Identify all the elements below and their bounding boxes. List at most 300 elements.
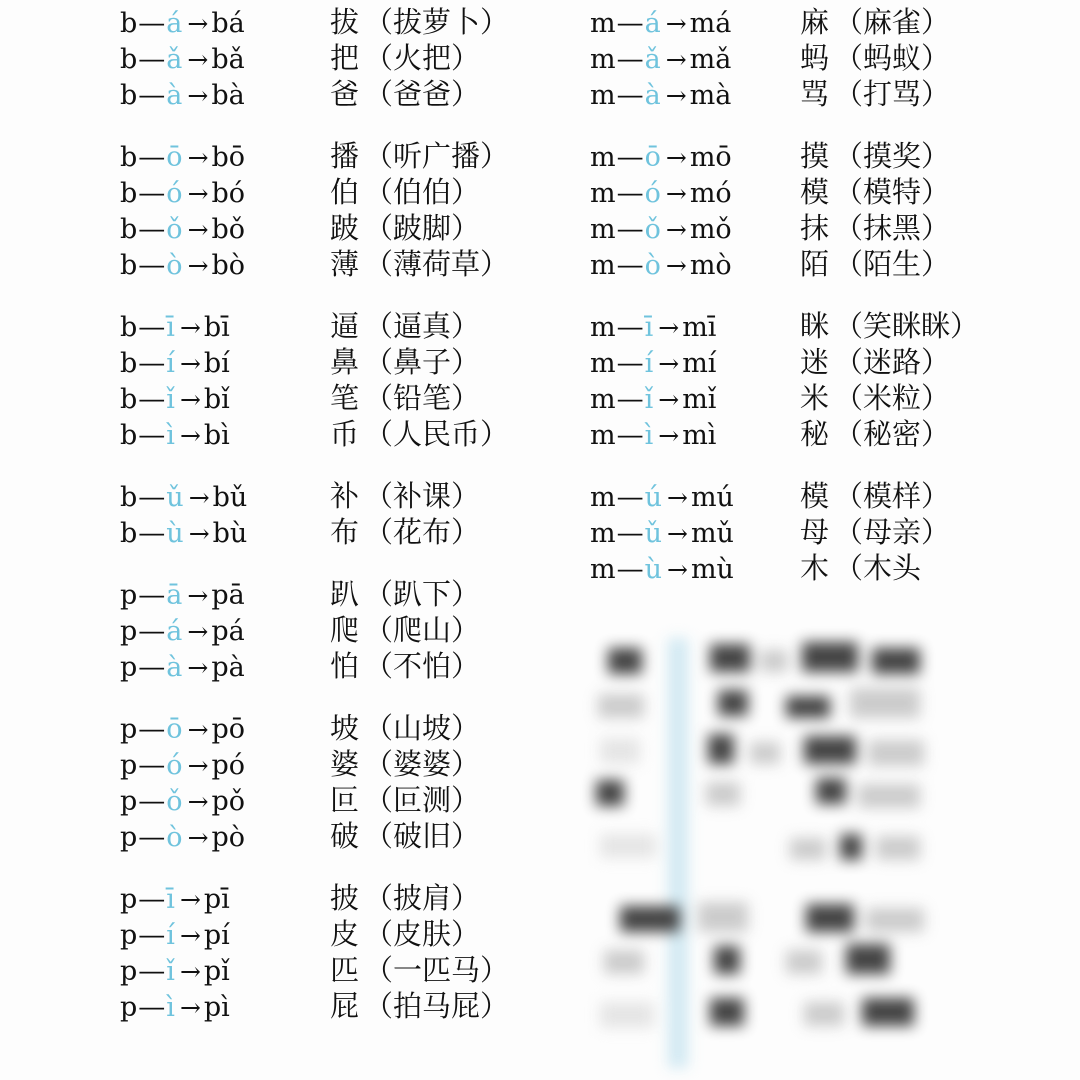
- example-word: [330, 242, 509, 283]
- example-character: 骂: [800, 77, 831, 111]
- dash-connector: —: [138, 652, 164, 683]
- pinyin-formula: [590, 554, 800, 585]
- arrow-icon: →: [658, 349, 680, 378]
- final-vowel: ó: [166, 750, 183, 781]
- initial-letter: p: [120, 884, 138, 915]
- example-word: [330, 814, 480, 855]
- example-phrase: （麻雀）: [834, 5, 951, 39]
- example-character: 把: [330, 41, 361, 75]
- dash-connector: —: [616, 482, 642, 513]
- example-phrase: （爬山）: [364, 613, 481, 647]
- example-character: 拔: [330, 5, 361, 39]
- final-vowel: ù: [644, 554, 662, 585]
- pinyin-group: [120, 572, 570, 683]
- example-character: 爸: [330, 77, 361, 111]
- initial-letter: b: [120, 482, 138, 513]
- initial-letter: m: [590, 8, 616, 39]
- example-phrase: （抹黑）: [834, 211, 951, 245]
- example-word: [330, 644, 480, 685]
- final-vowel: ō: [166, 142, 183, 173]
- pinyin-formula: [120, 518, 330, 549]
- example-phrase: （木头: [834, 551, 922, 585]
- example-character: 布: [330, 515, 361, 549]
- pinyin-row: [120, 340, 570, 379]
- example-word: [800, 510, 950, 551]
- pinyin-formula: [120, 714, 330, 745]
- initial-letter: m: [590, 384, 616, 415]
- arrow-icon: →: [658, 313, 680, 342]
- initial-letter: p: [120, 786, 138, 817]
- final-vowel: ī: [166, 884, 175, 915]
- final-vowel: ì: [166, 420, 175, 451]
- pinyin-formula: [120, 80, 330, 111]
- example-word: [800, 340, 950, 381]
- pinyin-row: [120, 706, 570, 745]
- dash-connector: —: [616, 80, 642, 111]
- dash-connector: —: [138, 580, 164, 611]
- dash-connector: —: [138, 250, 164, 281]
- dash-connector: —: [138, 142, 164, 173]
- syllable-result: mī: [682, 312, 717, 343]
- pinyin-row: [120, 608, 570, 647]
- example-character: 怕: [330, 649, 361, 683]
- arrow-icon: →: [187, 143, 209, 172]
- pinyin-row: [590, 546, 1060, 585]
- example-phrase: （鼻子）: [364, 345, 481, 379]
- example-word: [800, 206, 950, 247]
- example-character: 逼: [330, 309, 361, 343]
- arrow-icon: →: [187, 823, 209, 852]
- final-vowel: ò: [166, 250, 183, 281]
- example-character: 趴: [330, 577, 361, 611]
- pinyin-formula: [590, 178, 800, 209]
- dash-connector: —: [138, 420, 164, 451]
- pinyin-formula: [120, 616, 330, 647]
- example-word: [330, 376, 480, 417]
- syllable-result: bì: [203, 420, 230, 451]
- initial-letter: m: [590, 142, 616, 173]
- dash-connector: —: [616, 384, 642, 415]
- syllable-result: bò: [211, 250, 246, 281]
- syllable-result: mǒ: [689, 214, 732, 245]
- pinyin-formula: [590, 250, 800, 281]
- dash-connector: —: [616, 420, 642, 451]
- example-phrase: （陌生）: [834, 247, 951, 281]
- pinyin-group: [120, 706, 570, 853]
- example-word: [330, 474, 480, 515]
- example-character: 屁: [330, 989, 361, 1023]
- pinyin-formula: [120, 348, 330, 379]
- pinyin-row: [120, 778, 570, 817]
- arrow-icon: →: [187, 617, 209, 646]
- pinyin-formula: [120, 956, 330, 987]
- example-phrase: （不怕）: [364, 649, 481, 683]
- example-phrase: （母亲）: [834, 515, 951, 549]
- syllable-result: bǎ: [211, 44, 245, 75]
- dash-connector: —: [138, 482, 164, 513]
- final-vowel: ò: [644, 250, 661, 281]
- pinyin-formula: [590, 312, 800, 343]
- pinyin-formula: [120, 884, 330, 915]
- example-phrase: （爸爸）: [364, 77, 481, 111]
- arrow-icon: →: [179, 957, 201, 986]
- dash-connector: —: [616, 554, 642, 585]
- syllable-result: mó: [689, 178, 732, 209]
- example-word: [330, 876, 480, 917]
- pinyin-row: [590, 36, 1060, 75]
- syllable-result: mǔ: [690, 518, 734, 549]
- pinyin-row: [590, 72, 1060, 111]
- dash-connector: —: [616, 348, 642, 379]
- syllable-result: bá: [211, 8, 245, 39]
- syllable-result: pǒ: [211, 786, 246, 817]
- final-vowel: ā: [166, 580, 183, 611]
- pinyin-group: [120, 134, 570, 281]
- initial-letter: b: [120, 80, 138, 111]
- example-phrase: （火把）: [364, 41, 481, 75]
- pinyin-row: [120, 814, 570, 853]
- syllable-result: bǒ: [211, 214, 246, 245]
- pinyin-group: [120, 876, 570, 1023]
- dash-connector: —: [138, 920, 164, 951]
- arrow-icon: →: [187, 251, 209, 280]
- pinyin-row: [590, 376, 1060, 415]
- initial-letter: b: [120, 8, 138, 39]
- syllable-result: bī: [203, 312, 230, 343]
- pinyin-row: [590, 242, 1060, 281]
- pinyin-row: [120, 376, 570, 415]
- example-character: 叵: [330, 783, 361, 817]
- example-word: [330, 778, 480, 819]
- pinyin-formula: [120, 178, 330, 209]
- syllable-result: má: [689, 8, 732, 39]
- final-vowel: ó: [166, 178, 183, 209]
- pinyin-row: [120, 304, 570, 343]
- initial-letter: m: [590, 44, 616, 75]
- pinyin-formula: [120, 420, 330, 451]
- dash-connector: —: [138, 786, 164, 817]
- initial-letter: m: [590, 178, 616, 209]
- syllable-result: bó: [211, 178, 246, 209]
- arrow-icon: →: [665, 179, 687, 208]
- example-word: [800, 72, 950, 113]
- dash-connector: —: [138, 214, 164, 245]
- pinyin-formula: [590, 8, 800, 39]
- pinyin-formula: [590, 44, 800, 75]
- example-word: [330, 706, 480, 747]
- pinyin-row: [120, 644, 570, 683]
- example-phrase: （模特）: [834, 175, 951, 209]
- syllable-result: pǐ: [203, 956, 230, 987]
- pinyin-row: [120, 36, 570, 75]
- pinyin-formula: [590, 518, 800, 549]
- arrow-icon: →: [179, 885, 201, 914]
- example-phrase: （披肩）: [364, 881, 481, 915]
- dash-connector: —: [616, 8, 642, 39]
- final-vowel: ǒ: [166, 214, 183, 245]
- arrow-icon: →: [658, 385, 680, 414]
- pinyin-formula: [590, 348, 800, 379]
- dash-connector: —: [616, 312, 642, 343]
- example-word: [330, 412, 509, 453]
- example-character: 伯: [330, 175, 361, 209]
- example-word: [330, 36, 480, 77]
- arrow-icon: →: [665, 215, 687, 244]
- example-phrase: （秘密）: [834, 417, 951, 451]
- pinyin-formula: [120, 214, 330, 245]
- pinyin-formula: [120, 8, 330, 39]
- pinyin-formula: [120, 482, 330, 513]
- syllable-result: pí: [203, 920, 230, 951]
- example-word: [330, 742, 480, 783]
- final-vowel: ù: [166, 518, 184, 549]
- syllable-result: mǐ: [682, 384, 717, 415]
- example-phrase: （薄荷草）: [364, 247, 510, 281]
- final-vowel: ì: [644, 420, 654, 451]
- example-character: 笔: [330, 381, 361, 415]
- syllable-result: pā: [211, 580, 245, 611]
- pinyin-row: [590, 340, 1060, 379]
- pinyin-group: [590, 0, 1060, 111]
- example-character: 母: [800, 515, 831, 549]
- pinyin-row: [120, 72, 570, 111]
- example-character: 爬: [330, 613, 361, 647]
- blurred-content-region: [590, 638, 950, 1070]
- pinyin-row: [120, 984, 570, 1023]
- example-word: [330, 0, 509, 41]
- example-word: [330, 134, 509, 175]
- initial-letter: m: [590, 250, 616, 281]
- pinyin-row: [120, 572, 570, 611]
- example-phrase: （迷路）: [834, 345, 951, 379]
- example-word: [330, 948, 509, 989]
- example-character: 迷: [800, 345, 831, 379]
- example-character: 麻: [800, 5, 831, 39]
- arrow-icon: →: [188, 519, 210, 548]
- example-character: 破: [330, 819, 361, 853]
- arrow-icon: →: [187, 653, 209, 682]
- arrow-icon: →: [187, 581, 209, 610]
- syllable-result: bà: [211, 80, 245, 111]
- pinyin-row: [120, 742, 570, 781]
- syllable-result: pō: [211, 714, 246, 745]
- example-character: 木: [800, 551, 831, 585]
- dash-connector: —: [138, 518, 164, 549]
- pinyin-column-left: [120, 0, 570, 1046]
- example-word: [330, 608, 480, 649]
- example-phrase: （米粒）: [834, 381, 951, 415]
- example-character: 模: [800, 175, 831, 209]
- final-vowel: á: [644, 8, 661, 39]
- example-phrase: （铅笔）: [364, 381, 481, 415]
- example-word: [800, 546, 921, 587]
- arrow-icon: →: [665, 9, 687, 38]
- initial-letter: b: [120, 44, 138, 75]
- arrow-icon: →: [179, 993, 201, 1022]
- initial-letter: p: [120, 750, 138, 781]
- example-character: 陌: [800, 247, 831, 281]
- final-vowel: á: [166, 8, 183, 39]
- syllable-result: pì: [203, 992, 230, 1023]
- arrow-icon: →: [179, 921, 201, 950]
- final-vowel: à: [166, 80, 183, 111]
- example-word: [330, 340, 480, 381]
- final-vowel: ǎ: [644, 44, 661, 75]
- arrow-icon: →: [179, 385, 201, 414]
- initial-letter: m: [590, 80, 616, 111]
- initial-letter: m: [590, 214, 616, 245]
- example-phrase: （听广播）: [364, 139, 510, 173]
- example-phrase: （人民币）: [364, 417, 510, 451]
- dash-connector: —: [616, 142, 642, 173]
- initial-letter: b: [120, 420, 138, 451]
- syllable-result: bí: [203, 348, 230, 379]
- syllable-result: pī: [203, 884, 230, 915]
- initial-letter: p: [120, 714, 138, 745]
- syllable-result: mú: [690, 482, 734, 513]
- example-character: 婆: [330, 747, 361, 781]
- example-phrase: （蚂蚁）: [834, 41, 951, 75]
- final-vowel: ǔ: [644, 518, 662, 549]
- arrow-icon: →: [179, 421, 201, 450]
- example-phrase: （伯伯）: [364, 175, 481, 209]
- example-phrase: （破旧）: [364, 819, 481, 853]
- arrow-icon: →: [188, 483, 210, 512]
- example-phrase: （拔萝卜）: [364, 5, 510, 39]
- dash-connector: —: [138, 80, 164, 111]
- syllable-result: mì: [682, 420, 717, 451]
- example-character: 薄: [330, 247, 361, 281]
- pinyin-group: [120, 0, 570, 111]
- dash-connector: —: [616, 178, 642, 209]
- example-phrase: （摸奖）: [834, 139, 951, 173]
- pinyin-formula: [590, 482, 800, 513]
- syllable-result: mà: [689, 80, 732, 111]
- arrow-icon: →: [179, 313, 201, 342]
- example-phrase: （花布）: [364, 515, 481, 549]
- dash-connector: —: [616, 518, 642, 549]
- example-word: [800, 304, 979, 345]
- example-character: 匹: [330, 953, 361, 987]
- example-phrase: （跛脚）: [364, 211, 481, 245]
- pinyin-group: [120, 304, 570, 451]
- final-vowel: ǒ: [166, 786, 183, 817]
- example-phrase: （趴下）: [364, 577, 481, 611]
- example-character: 播: [330, 139, 361, 173]
- arrow-icon: →: [187, 9, 209, 38]
- final-vowel: ī: [166, 312, 175, 343]
- arrow-icon: →: [667, 555, 688, 584]
- final-vowel: ò: [166, 822, 183, 853]
- example-word: [330, 510, 480, 551]
- pinyin-row: [590, 510, 1060, 549]
- syllable-result: mō: [689, 142, 732, 173]
- initial-letter: p: [120, 956, 138, 987]
- arrow-icon: →: [187, 81, 209, 110]
- syllable-result: bǔ: [212, 482, 248, 513]
- initial-letter: b: [120, 384, 138, 415]
- initial-letter: b: [120, 142, 138, 173]
- dash-connector: —: [138, 44, 164, 75]
- example-word: [800, 474, 950, 515]
- syllable-result: pò: [211, 822, 246, 853]
- example-phrase: （山坡）: [364, 711, 481, 745]
- pinyin-formula: [120, 44, 330, 75]
- example-phrase: （逼真）: [364, 309, 481, 343]
- pinyin-row: [120, 242, 570, 281]
- example-word: [330, 984, 509, 1025]
- example-phrase: （皮肤）: [364, 917, 481, 951]
- final-vowel: ī: [644, 312, 654, 343]
- arrow-icon: →: [667, 483, 688, 512]
- final-vowel: ǐ: [644, 384, 654, 415]
- pinyin-row: [120, 412, 570, 451]
- dash-connector: —: [138, 178, 164, 209]
- dash-connector: —: [616, 44, 642, 75]
- example-character: 皮: [330, 917, 361, 951]
- final-vowel: í: [166, 920, 175, 951]
- example-character: 鼻: [330, 345, 361, 379]
- pinyin-row: [120, 912, 570, 951]
- example-character: 补: [330, 479, 361, 513]
- pinyin-row: [590, 170, 1060, 209]
- pinyin-formula: [120, 142, 330, 173]
- example-word: [330, 304, 480, 345]
- pinyin-formula: [120, 750, 330, 781]
- example-character: 眯: [800, 309, 831, 343]
- arrow-icon: →: [667, 519, 688, 548]
- example-character: 模: [800, 479, 831, 513]
- example-character: 坡: [330, 711, 361, 745]
- example-phrase: （补课）: [364, 479, 481, 513]
- final-vowel: ǐ: [166, 384, 175, 415]
- syllable-result: pá: [211, 616, 245, 647]
- pinyin-row: [120, 510, 570, 549]
- arrow-icon: →: [665, 143, 687, 172]
- example-word: [800, 36, 950, 77]
- final-vowel: ì: [166, 992, 175, 1023]
- pinyin-row: [120, 206, 570, 245]
- final-vowel: ǒ: [644, 214, 661, 245]
- example-character: 币: [330, 417, 361, 451]
- pinyin-formula: [120, 920, 330, 951]
- initial-letter: b: [120, 214, 138, 245]
- syllable-result: mù: [690, 554, 734, 585]
- example-phrase: （叵测）: [364, 783, 481, 817]
- example-word: [800, 170, 950, 211]
- initial-letter: m: [590, 482, 616, 513]
- initial-letter: b: [120, 250, 138, 281]
- arrow-icon: →: [665, 45, 687, 74]
- pinyin-formula: [120, 822, 330, 853]
- dash-connector: —: [138, 312, 164, 343]
- initial-letter: b: [120, 312, 138, 343]
- pinyin-formula: [120, 786, 330, 817]
- initial-letter: p: [120, 580, 138, 611]
- syllable-result: bǐ: [203, 384, 230, 415]
- final-vowel: ǔ: [166, 482, 184, 513]
- pinyin-formula: [120, 580, 330, 611]
- example-character: 摸: [800, 139, 831, 173]
- example-character: 秘: [800, 417, 831, 451]
- dash-connector: —: [138, 750, 164, 781]
- dash-connector: —: [138, 384, 164, 415]
- pinyin-formula: [120, 250, 330, 281]
- dash-connector: —: [138, 616, 164, 647]
- pinyin-row: [120, 0, 570, 39]
- initial-letter: m: [590, 420, 616, 451]
- initial-letter: m: [590, 348, 616, 379]
